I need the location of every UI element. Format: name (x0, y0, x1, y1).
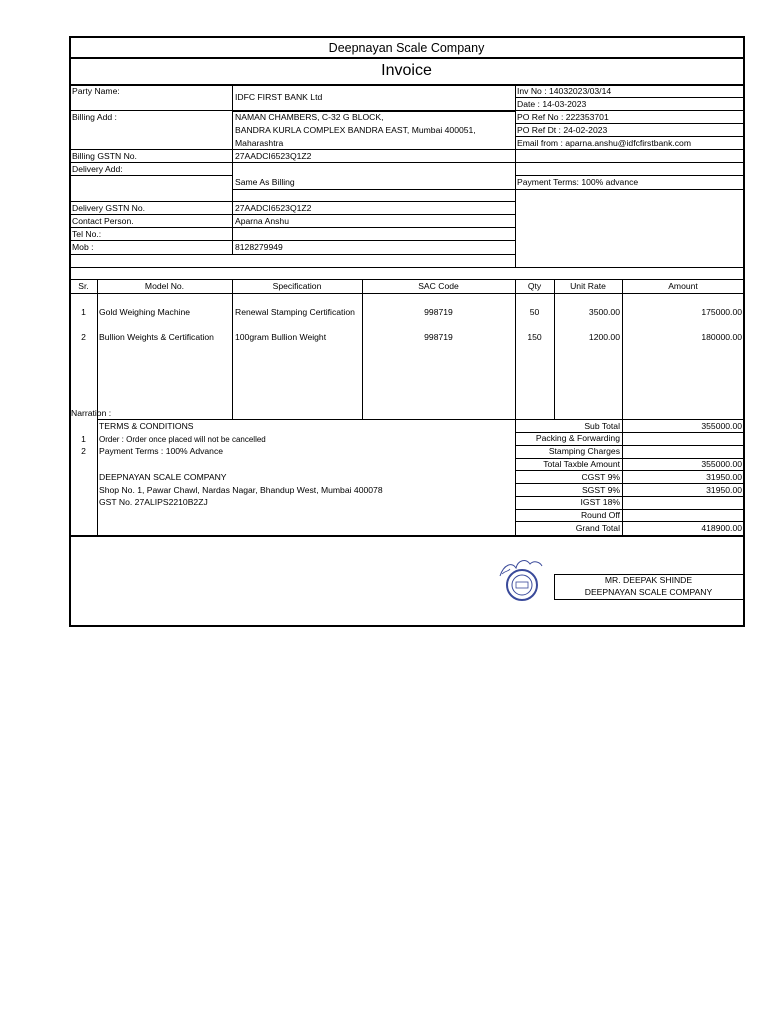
table-row-2-amount: 180000.00 (701, 332, 742, 342)
terms-item-2-text: Payment Terms : 100% Advance (99, 446, 224, 456)
rule (515, 470, 744, 471)
grand-total-label: Grand Total (575, 523, 620, 533)
table-row-2-model: Bullion Weights & Certification (99, 332, 214, 342)
rule (97, 279, 98, 535)
frame-bottom (69, 625, 745, 627)
delivery-address-label: Delivery Add: (72, 164, 123, 174)
po-ref-date: PO Ref Dt : 24-02-2023 (517, 125, 608, 135)
billing-address-line3: Maharashtra (235, 138, 284, 148)
cgst-label: CGST 9% (581, 472, 620, 482)
cgst-value: 31950.00 (706, 472, 742, 482)
table-row-1-spec: Renewal Stamping Certification (235, 307, 355, 317)
col-header-model: Model No. (144, 281, 185, 291)
rule (70, 279, 744, 280)
rule (70, 267, 744, 268)
delivery-gstn-value: 27AADCI6523Q1Z2 (235, 203, 312, 213)
rule (70, 110, 232, 111)
rule (97, 419, 744, 420)
seller-address: Shop No. 1, Pawar Chawl, Nardas Nagar, Bhandup West, Mumbai 400078 (99, 485, 383, 495)
frame-right (743, 36, 745, 627)
table-row-1-sr: 1 (81, 307, 86, 317)
terms-item-1-text: Order : Order once placed will not be cancelled (99, 435, 266, 444)
rule (70, 162, 515, 163)
frame-top (69, 36, 745, 38)
table-row-2-rate: 1200.00 (588, 332, 620, 342)
signatory-company: DEEPNAYAN SCALE COMPANY (584, 587, 713, 597)
packing-forwarding-label: Packing & Forwarding (535, 433, 620, 443)
taxable-amount-value: 355000.00 (701, 459, 742, 469)
table-row-2-qty: 150 (527, 332, 542, 342)
rule (515, 162, 744, 163)
table-row-2-sac: 998719 (424, 332, 453, 342)
billing-gstn-value: 27AADCI6523Q1Z2 (235, 151, 312, 161)
rule (515, 110, 744, 111)
subtotal-label: Sub Total (584, 421, 620, 431)
grand-total-value: 418900.00 (701, 523, 742, 533)
invoice-title-divider (69, 84, 745, 86)
table-row-1-qty: 50 (529, 307, 540, 317)
party-name-value: IDFC FIRST BANK Ltd (235, 92, 323, 102)
stamping-charges-label: Stamping Charges (548, 446, 620, 456)
rule (232, 189, 515, 190)
taxable-amount-label: Total Taxble Amount (543, 459, 620, 469)
rule (515, 189, 744, 190)
po-ref-number: PO Ref No : 222353701 (517, 112, 609, 122)
email-from: Email from : aparna.anshu@idfcfirstbank.com (517, 138, 691, 148)
col-header-rate: Unit Rate (570, 281, 606, 291)
rule (515, 136, 744, 137)
meta-col-divider (515, 85, 516, 267)
rule (515, 97, 744, 98)
rule (70, 214, 515, 215)
narration-label: Narration : (71, 408, 112, 418)
rule (554, 599, 744, 600)
rule (70, 201, 515, 202)
billing-gstn-label: Billing GSTN No. (72, 151, 137, 161)
col-header-amount: Amount (668, 281, 698, 291)
subtotal-value: 355000.00 (701, 421, 742, 431)
invoice-date: Date : 14-03-2023 (517, 99, 587, 109)
tel-label: Tel No.: (72, 229, 102, 239)
rule (70, 227, 515, 228)
rule (515, 175, 744, 176)
terms-item-2-number: 2 (81, 446, 86, 456)
igst-label: IGST 18% (580, 497, 620, 507)
terms-item-1-number: 1 (81, 434, 86, 444)
title-divider (69, 57, 745, 59)
table-row-2-sr: 2 (81, 332, 86, 342)
round-off-label: Round Off (580, 510, 620, 520)
sgst-value: 31950.00 (706, 485, 742, 495)
mob-label: Mob : (72, 242, 94, 252)
party-name-label: Party Name: (72, 86, 120, 96)
rule (69, 535, 745, 537)
table-row-1-model: Gold Weighing Machine (99, 307, 191, 317)
rule (515, 123, 744, 124)
table-row-1-amount: 175000.00 (701, 307, 742, 317)
rule (515, 521, 744, 522)
col-header-qty: Qty (527, 281, 542, 291)
table-row-1-rate: 3500.00 (588, 307, 620, 317)
table-row-1-sac: 998719 (424, 307, 453, 317)
invoice-title: Invoice (381, 62, 432, 79)
col-header-sr: Sr. (78, 281, 89, 291)
contact-person-value: Aparna Anshu (235, 216, 289, 226)
col-header-sac: SAC Code (418, 281, 459, 291)
company-stamp-image (496, 552, 546, 604)
rule (362, 279, 363, 419)
signatory-name: MR. DEEPAK SHINDE (604, 575, 693, 585)
billing-address-line2: BANDRA KURLA COMPLEX BANDRA EAST, Mumbai 400051, (235, 125, 476, 135)
terms-title: TERMS & CONDITIONS (99, 421, 194, 431)
company-stamp (496, 552, 546, 604)
rule (70, 149, 515, 150)
rule (70, 254, 515, 255)
rule (554, 279, 555, 419)
rule (515, 149, 744, 150)
contact-person-label: Contact Person. (72, 216, 134, 226)
rule (70, 175, 232, 176)
sgst-label: SGST 9% (581, 485, 620, 495)
rule (70, 293, 744, 294)
col-header-spec: Specification (272, 281, 322, 291)
rule (515, 483, 744, 484)
delivery-address-value: Same As Billing (235, 177, 295, 187)
company-title: Deepnayan Scale Company (328, 41, 485, 55)
mob-value: 8128279949 (235, 242, 283, 252)
payment-terms: Payment Terms: 100% advance (517, 177, 639, 187)
delivery-gstn-label: Delivery GSTN No. (72, 203, 146, 213)
rule (70, 240, 515, 241)
billing-address-label: Billing Add : (72, 112, 117, 122)
billing-address-line1: NAMAN CHAMBERS, C-32 G BLOCK, (235, 112, 384, 122)
seller-gst-number: GST No. 27ALIPS2210B2ZJ (99, 497, 208, 507)
rule (232, 279, 233, 419)
invoice-number: Inv No : 14032023/03/14 (517, 86, 612, 96)
seller-company-name: DEEPNAYAN SCALE COMPANY (99, 472, 227, 482)
table-row-2-spec: 100gram Bullion Weight (235, 332, 327, 342)
